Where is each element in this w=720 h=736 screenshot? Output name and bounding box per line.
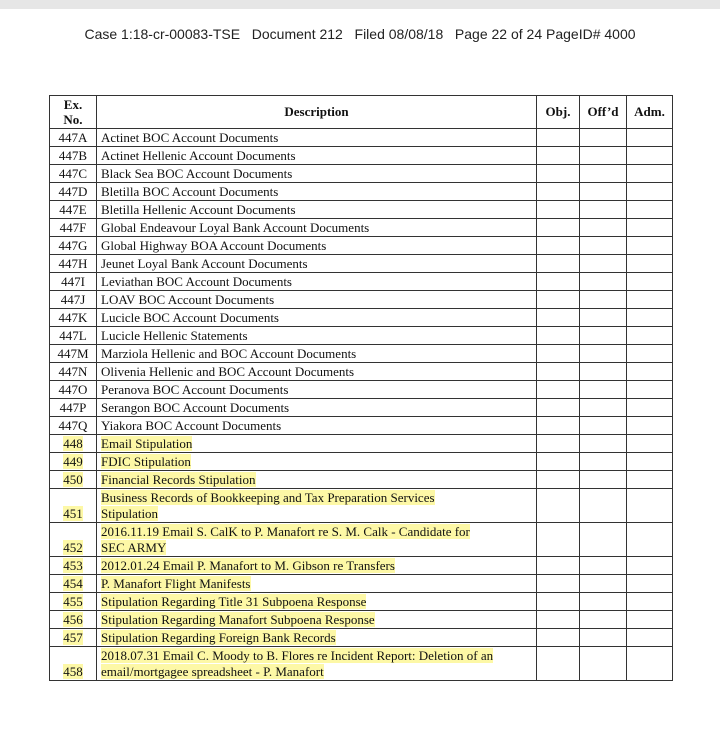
table-row [50, 381, 673, 399]
adm-cell [627, 647, 673, 681]
offd-cell [580, 557, 627, 575]
exhibit-description: 2018.07.31 Email C. Moody to B. Flores re Incident Report: Deletion of an email/mortgagee spreadsheet - P. Manafort [97, 647, 537, 681]
offd-cell [580, 523, 627, 557]
offd-cell [580, 381, 627, 399]
obj-cell [537, 381, 580, 399]
offd-cell [580, 435, 627, 453]
table-row-highlighted [50, 557, 673, 575]
exhibit-description: LOAV BOC Account Documents [97, 291, 537, 309]
offd-cell [580, 575, 627, 593]
table-row [50, 273, 673, 291]
exhibit-description: Global Highway BOA Account Documents [97, 237, 537, 255]
col-header-obj: Obj. [537, 96, 580, 129]
obj-cell [537, 611, 580, 629]
obj-cell [537, 489, 580, 523]
table-row-highlighted [50, 593, 673, 611]
viewer-top-bar [0, 0, 720, 9]
exhibit-description: Stipulation Regarding Manafort Subpoena Response [97, 611, 537, 629]
obj-cell [537, 327, 580, 345]
court-filing-header [0, 26, 720, 42]
obj-cell [537, 471, 580, 489]
table-row [50, 219, 673, 237]
obj-cell [537, 593, 580, 611]
exhibit-description: Email Stipulation [97, 435, 537, 453]
table-row [50, 201, 673, 219]
exhibit-number: 447H [50, 255, 97, 273]
exhibit-number: 448 [50, 435, 97, 453]
exhibit-number: 455 [50, 593, 97, 611]
offd-cell [580, 129, 627, 147]
exhibit-number: 447L [50, 327, 97, 345]
exhibit-description: Lucicle BOC Account Documents [97, 309, 537, 327]
table-row [50, 309, 673, 327]
exhibit-number: 447Q [50, 417, 97, 435]
offd-cell [580, 165, 627, 183]
adm-cell [627, 255, 673, 273]
offd-cell [580, 611, 627, 629]
obj-cell [537, 575, 580, 593]
offd-cell [580, 255, 627, 273]
filed-date: Filed 08/08/18 [354, 26, 444, 42]
offd-cell [580, 489, 627, 523]
adm-cell [627, 129, 673, 147]
adm-cell [627, 523, 673, 557]
table-row-highlighted [50, 471, 673, 489]
exhibit-description: Leviathan BOC Account Documents [97, 273, 537, 291]
table-row-highlighted [50, 611, 673, 629]
obj-cell [537, 399, 580, 417]
offd-cell [580, 327, 627, 345]
adm-cell [627, 557, 673, 575]
exhibit-description: 2016.11.19 Email S. CalK to P. Manafort re S. M. Calk - Candidate for SEC ARMY [97, 523, 537, 557]
exhibit-number: 451 [50, 489, 97, 523]
obj-cell [537, 345, 580, 363]
obj-cell [537, 309, 580, 327]
table-row-highlighted [50, 489, 673, 523]
table-row-highlighted [50, 523, 673, 557]
adm-cell [627, 201, 673, 219]
exhibit-description: Bletilla BOC Account Documents [97, 183, 537, 201]
table-row [50, 327, 673, 345]
offd-cell [580, 147, 627, 165]
table-row [50, 363, 673, 381]
exhibit-description: Bletilla Hellenic Account Documents [97, 201, 537, 219]
adm-cell [627, 363, 673, 381]
case-number: Case 1:18-cr-00083-TSE [84, 26, 241, 42]
adm-cell [627, 575, 673, 593]
table-row [50, 129, 673, 147]
obj-cell [537, 363, 580, 381]
offd-cell [580, 647, 627, 681]
exhibit-description: Jeunet Loyal Bank Account Documents [97, 255, 537, 273]
offd-cell [580, 345, 627, 363]
exhibit-number: 447D [50, 183, 97, 201]
offd-cell [580, 291, 627, 309]
offd-cell [580, 219, 627, 237]
exhibit-number: 447E [50, 201, 97, 219]
exhibit-description: 2012.01.24 Email P. Manafort to M. Gibson re Transfers [97, 557, 537, 575]
col-header-offd: Off’d [580, 96, 627, 129]
adm-cell [627, 629, 673, 647]
exhibit-number: 447K [50, 309, 97, 327]
exhibit-number: 452 [50, 523, 97, 557]
obj-cell [537, 237, 580, 255]
table-row [50, 165, 673, 183]
col-header-adm: Adm. [627, 96, 673, 129]
obj-cell [537, 183, 580, 201]
exhibit-description: Lucicle Hellenic Statements [97, 327, 537, 345]
offd-cell [580, 363, 627, 381]
adm-cell [627, 291, 673, 309]
obj-cell [537, 557, 580, 575]
exhibit-number: 447J [50, 291, 97, 309]
exhibit-number: 456 [50, 611, 97, 629]
exhibit-description: Stipulation Regarding Foreign Bank Records [97, 629, 537, 647]
obj-cell [537, 129, 580, 147]
adm-cell [627, 453, 673, 471]
obj-cell [537, 453, 580, 471]
exhibit-number: 454 [50, 575, 97, 593]
adm-cell [627, 273, 673, 291]
exhibit-number: 447F [50, 219, 97, 237]
exhibit-number: 447I [50, 273, 97, 291]
offd-cell [580, 453, 627, 471]
adm-cell [627, 435, 673, 453]
adm-cell [627, 471, 673, 489]
offd-cell [580, 417, 627, 435]
offd-cell [580, 183, 627, 201]
exhibit-description: FDIC Stipulation [97, 453, 537, 471]
offd-cell [580, 309, 627, 327]
adm-cell [627, 417, 673, 435]
exhibit-description: P. Manafort Flight Manifests [97, 575, 537, 593]
table-row [50, 255, 673, 273]
obj-cell [537, 219, 580, 237]
exhibit-number: 449 [50, 453, 97, 471]
exhibit-description: Financial Records Stipulation [97, 471, 537, 489]
obj-cell [537, 255, 580, 273]
table-row [50, 345, 673, 363]
table-row-highlighted [50, 435, 673, 453]
exhibit-number: 458 [50, 647, 97, 681]
offd-cell [580, 237, 627, 255]
table-row [50, 147, 673, 165]
adm-cell [627, 309, 673, 327]
exhibit-description: Olivenia Hellenic and BOC Account Documents [97, 363, 537, 381]
col-header-description: Description [97, 96, 537, 129]
exhibit-description: Marziola Hellenic and BOC Account Documents [97, 345, 537, 363]
exhibit-number: 457 [50, 629, 97, 647]
obj-cell [537, 435, 580, 453]
obj-cell [537, 165, 580, 183]
exhibit-number: 447G [50, 237, 97, 255]
exhibit-description: Business Records of Bookkeeping and Tax Preparation Services Stipulation [97, 489, 537, 523]
exhibit-description: Black Sea BOC Account Documents [97, 165, 537, 183]
document-number: Document 212 [251, 26, 343, 42]
adm-cell [627, 165, 673, 183]
exhibit-number: 447N [50, 363, 97, 381]
adm-cell [627, 327, 673, 345]
exhibit-number: 447M [50, 345, 97, 363]
adm-cell [627, 593, 673, 611]
adm-cell [627, 183, 673, 201]
col-header-exno: Ex. No. [50, 96, 97, 129]
exhibit-number: 447P [50, 399, 97, 417]
exhibit-number: 447B [50, 147, 97, 165]
exhibit-description: Serangon BOC Account Documents [97, 399, 537, 417]
adm-cell [627, 611, 673, 629]
exhibit-description: Actinet BOC Account Documents [97, 129, 537, 147]
exhibit-number: 447A [50, 129, 97, 147]
exhibit-number: 450 [50, 471, 97, 489]
offd-cell [580, 593, 627, 611]
offd-cell [580, 629, 627, 647]
obj-cell [537, 147, 580, 165]
table-row [50, 237, 673, 255]
exhibit-description: Stipulation Regarding Title 31 Subpoena Response [97, 593, 537, 611]
obj-cell [537, 273, 580, 291]
obj-cell [537, 417, 580, 435]
table-row-highlighted [50, 629, 673, 647]
adm-cell [627, 219, 673, 237]
offd-cell [580, 201, 627, 219]
exhibit-description: Global Endeavour Loyal Bank Account Documents [97, 219, 537, 237]
adm-cell [627, 489, 673, 523]
offd-cell [580, 399, 627, 417]
exhibit-number: 447O [50, 381, 97, 399]
adm-cell [627, 147, 673, 165]
adm-cell [627, 237, 673, 255]
obj-cell [537, 291, 580, 309]
table-row [50, 291, 673, 309]
obj-cell [537, 629, 580, 647]
adm-cell [627, 399, 673, 417]
offd-cell [580, 471, 627, 489]
adm-cell [627, 381, 673, 399]
obj-cell [537, 201, 580, 219]
exhibit-number: 447C [50, 165, 97, 183]
table-row [50, 417, 673, 435]
exhibit-list-table [49, 95, 673, 681]
adm-cell [627, 345, 673, 363]
exhibit-description: Yiakora BOC Account Documents [97, 417, 537, 435]
table-row-highlighted [50, 453, 673, 471]
table-row-highlighted [50, 575, 673, 593]
table-row [50, 183, 673, 201]
exhibit-description: Actinet Hellenic Account Documents [97, 147, 537, 165]
page-info: Page 22 of 24 PageID# 4000 [454, 26, 636, 42]
exhibit-description: Peranova BOC Account Documents [97, 381, 537, 399]
offd-cell [580, 273, 627, 291]
obj-cell [537, 523, 580, 557]
table-header-row [50, 96, 673, 129]
obj-cell [537, 647, 580, 681]
exhibit-number: 453 [50, 557, 97, 575]
table-row [50, 399, 673, 417]
table-row-highlighted [50, 647, 673, 681]
